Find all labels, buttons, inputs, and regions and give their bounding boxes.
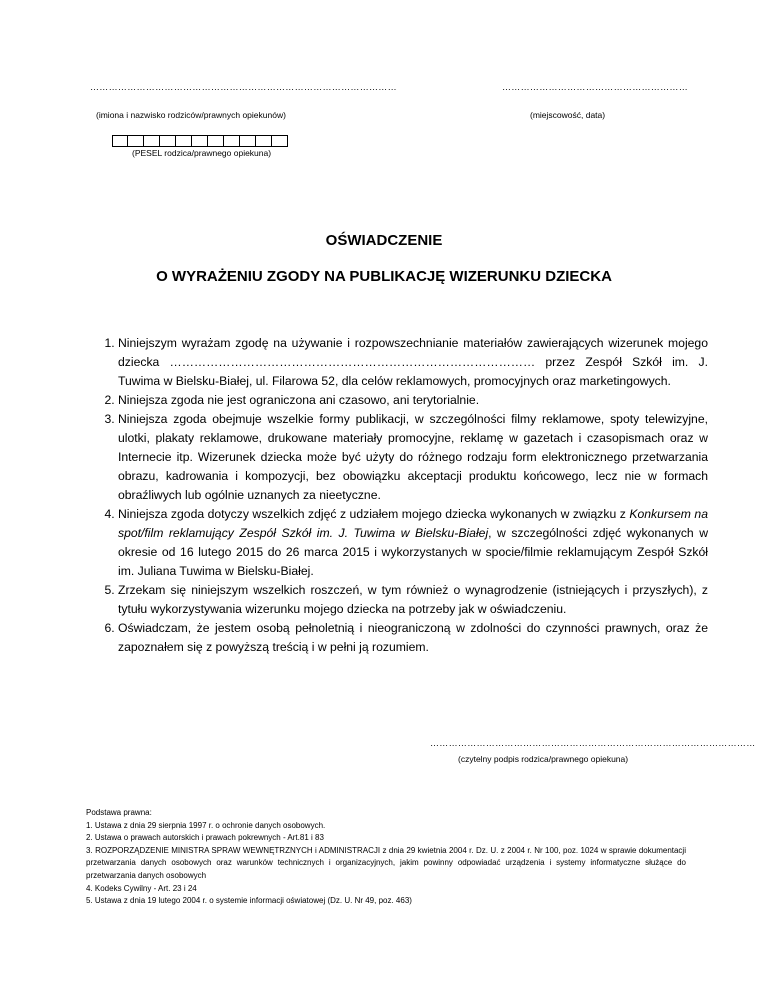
pesel-box [256,135,272,147]
pesel-label: (PESEL rodzica/prawnego opiekuna) [132,148,272,158]
pesel-box [208,135,224,147]
place-date-label: (miejscowość, data) [530,110,606,120]
point-5: 5. Zrzekam się niniejszym wszelkich roszczeń, w tym również o wynagrodzenie (istniejących i przyszłych), z tytułu wykorzystywania wizerunku mojego dziecka na potrzeby jak w oświadczeniu. [118,581,708,619]
pesel-box [144,135,160,147]
pesel-boxes [112,135,288,147]
pesel-box [240,135,256,147]
parents-name-label: (imiona i nazwisko rodziców/prawnych opiekunów) [96,110,286,120]
signature-label: (czytelny podpis rodzica/prawnego opiekuna) [458,754,629,764]
legal-item: 4. Kodeks Cywilny - Art. 23 i 24 [86,883,197,893]
document-title: OŚWIADCZENIE [325,232,443,249]
legal-basis [86,807,686,908]
pesel-box [160,135,176,147]
statement-points [87,334,708,657]
point-4-text-end: , w szczególności zdjęć wykonanych w okresie od 16 lutego 2015 do 26 marca 2015 i wykorzystanych w spocie/filmie reklamującym Zespół Szkół im. Juliana Tuwima w Bielsku-Białej. [118,526,708,578]
parents-name-line: ……………………………………………………………………………………… [90,82,397,92]
pesel-box [272,135,288,147]
legal-item: 1. Ustawa z dnia 29 sierpnia 1997 r. o ochronie danych osobowych. [86,820,326,830]
pesel-box [176,135,192,147]
legal-item: 3. ROZPORZĄDZENIE MINISTRA SPRAW WEWNĘTRZNYCH i ADMINISTRACJI z dnia 29 kwietnia 2004 r. Dz. U. z 2004 r. Nr 100, poz. 1024 w sprawie dokumentacji przetwarzania danych osobowych oraz warunków technicznych i organizacyjnych, jakim powinny odpowiadać urządzenia i systemy informatyczne służące do przetwarzania danych osobowych [86,845,686,880]
legal-item: 2. Ustawa o prawach autorskich i prawach pokrewnych - Art.81 i 83 [86,833,324,843]
legal-heading: Podstawa prawna: [86,808,152,817]
point-6: 6. Oświadczam, że jestem osobą pełnoletnią i nieograniczoną w zdolności do czynności prawnych, oraz że zapoznałem się z powyższą treścią i w pełni ją rozumiem. [118,619,708,657]
pesel-box [112,135,128,147]
point-4 [118,505,708,581]
place-date-line: …………………………………………………… [502,82,688,92]
legal-item: 5. Ustawa z dnia 19 lutego 2004 r. o systemie informacji oświatowej (Dz. U. Nr 49, poz. 463) [86,896,412,906]
pesel-box [192,135,208,147]
point-2: 2. Niniejsza zgoda nie jest ograniczona ani czasowo, ani terytorialnie. [118,391,708,410]
point-3: 3. Niniejsza zgoda obejmuje wszelkie formy publikacji, w szczególności filmy reklamowe, spoty telewizyjne, ulotki, plakaty reklamowe, drukowane materiały promocyjne, reklamę w gazetach i czasopismach oraz w Internecie itp. Wizerunek dziecka może być użyty do różnego rodzaju form elektronicznego przetwarzania obrazu, kadrowania i kompozycji, bez obowiązku akceptacji produktu końcowego, lecz nie w formach obraźliwych lub ogólnie uznanych za nieetyczne. [118,410,708,505]
point-1: 1. Niniejszym wyrażam zgodę na używanie i rozpowszechnianie materiałów zawierających wizerunek mojego dziecka ……………………………………………………………………………… przez Zespół Szkół im. J. Tuwima w Bielsku-Białej, ul. Filarowa 52, dla celów reklamowych, promocyjnych oraz marketingowych. [118,334,708,391]
pesel-box [128,135,144,147]
document-subtitle: O WYRAŻENIU ZGODY NA PUBLIKACJĘ WIZERUNKU DZIECKA [156,268,612,285]
signature-line: …………………………………………………………………………………………… [430,738,756,748]
point-4-contest-name: Konkursem na spot/film reklamujący Zespół Szkół im. J. Tuwima w Bielsku-Białej [118,507,708,540]
pesel-box [224,135,240,147]
point-4-text: Niniejsza zgoda dotyczy wszelkich zdjęć z udziałem mojego dziecka wykonanych w związku z [118,507,630,521]
